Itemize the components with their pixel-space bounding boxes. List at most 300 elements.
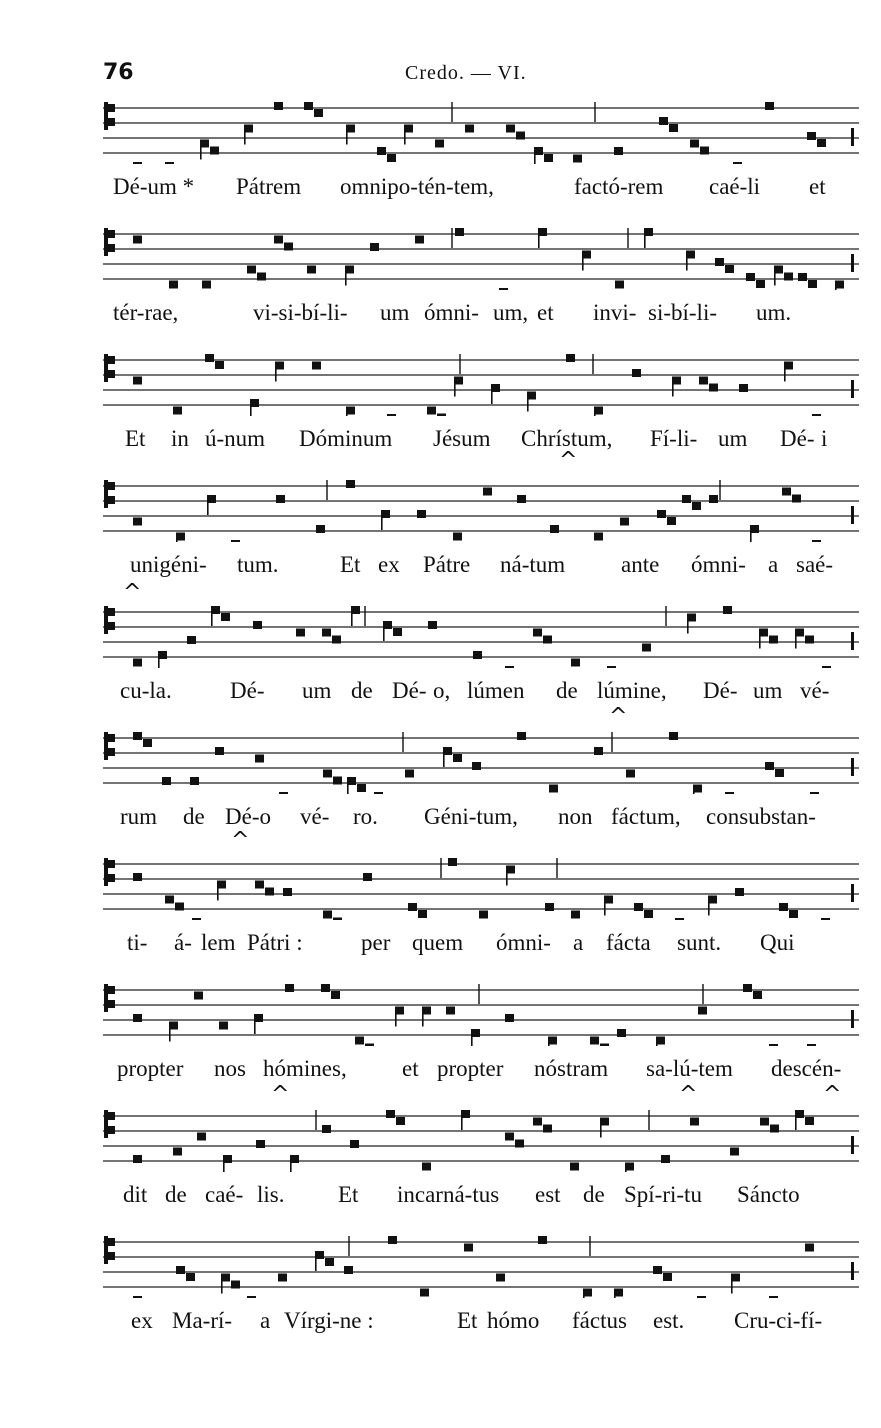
neume xyxy=(231,1281,240,1289)
neume-stem xyxy=(200,148,202,160)
lyric-word: ante xyxy=(621,552,660,577)
neume xyxy=(169,1022,178,1030)
lyric-line xyxy=(103,164,859,224)
neume xyxy=(250,399,259,407)
neume xyxy=(743,984,752,992)
neume xyxy=(506,125,515,133)
neume xyxy=(187,636,196,644)
lyric-word: et xyxy=(402,1056,419,1081)
staff xyxy=(103,982,859,1046)
neume xyxy=(538,1236,547,1244)
neume-stem xyxy=(604,904,606,916)
neume-staff xyxy=(103,1108,859,1172)
neume xyxy=(312,362,321,370)
neume xyxy=(807,132,816,140)
c-clef-icon xyxy=(104,1110,108,1138)
lyric-line xyxy=(103,920,859,980)
lyric-word: caé-li xyxy=(709,174,761,199)
lyric-word: Dé-o xyxy=(225,804,271,829)
neume xyxy=(133,377,142,385)
staff xyxy=(103,604,859,668)
lyric-line xyxy=(103,668,859,728)
lyric-word: sunt. xyxy=(677,930,722,955)
neume-stem xyxy=(217,889,219,901)
neume-stem xyxy=(254,1022,256,1034)
neume xyxy=(323,770,332,778)
neume-stem xyxy=(795,1118,797,1130)
lyric-word: lúmine, xyxy=(597,678,667,703)
neume-stem xyxy=(538,236,540,248)
neume xyxy=(396,1117,405,1125)
neume xyxy=(782,488,791,496)
lyric-word: de xyxy=(165,1182,187,1207)
neume xyxy=(158,651,167,659)
neume xyxy=(534,147,543,155)
neume xyxy=(795,1110,804,1118)
accent-caret-icon: ^ xyxy=(123,580,142,605)
neume xyxy=(283,888,292,896)
custos-icon xyxy=(851,1136,854,1154)
neume xyxy=(173,1148,182,1156)
staff xyxy=(103,856,859,920)
neume xyxy=(690,140,699,148)
custos-icon xyxy=(851,506,854,524)
neume xyxy=(473,651,482,659)
c-clef-icon xyxy=(104,354,108,382)
neume-stem xyxy=(404,133,406,145)
neume xyxy=(760,1118,769,1126)
neume xyxy=(217,881,226,889)
neume xyxy=(453,754,462,762)
neume xyxy=(346,407,355,415)
neume-stem xyxy=(158,659,160,668)
lyric-word: saé- xyxy=(796,552,834,577)
neume xyxy=(615,281,624,289)
chant-system xyxy=(103,352,859,476)
neume xyxy=(404,125,413,133)
neume xyxy=(276,495,285,503)
neume xyxy=(290,1155,299,1163)
neume xyxy=(175,903,184,911)
neume xyxy=(669,732,678,740)
neume-stem xyxy=(795,637,797,649)
c-clef-icon xyxy=(108,1238,115,1246)
lyric-word: ná-tum xyxy=(500,552,566,577)
c-clef-icon xyxy=(104,732,108,760)
staff xyxy=(103,730,859,794)
lyric-word: Fí-li- xyxy=(650,426,698,451)
lyric-word: ú-num xyxy=(205,426,266,451)
custos-icon xyxy=(851,128,854,146)
c-clef-icon xyxy=(108,496,115,504)
lyric-word: de xyxy=(556,678,578,703)
c-clef-icon xyxy=(104,858,108,886)
neume xyxy=(133,659,142,667)
lyric-word: ómni- xyxy=(691,552,746,577)
c-clef-icon xyxy=(108,118,115,126)
neume-stem xyxy=(351,614,353,626)
lyric-word: dit xyxy=(123,1182,148,1207)
lyric-word: cu-la. xyxy=(120,678,172,703)
neume xyxy=(247,266,256,274)
neume xyxy=(322,1125,331,1133)
neume xyxy=(644,910,653,918)
chant-system xyxy=(103,982,859,1106)
neume xyxy=(571,659,580,667)
neume xyxy=(321,984,330,992)
neume xyxy=(455,228,464,236)
neume xyxy=(346,480,355,488)
neume xyxy=(663,1273,672,1281)
neume xyxy=(210,147,219,155)
neume xyxy=(296,629,305,637)
page-number: 76 xyxy=(103,60,134,85)
neume xyxy=(255,755,264,763)
neume xyxy=(483,488,492,496)
neume-stem xyxy=(221,1282,223,1294)
lyric-word: tum. xyxy=(237,552,279,577)
lyric-word: Géni-tum, xyxy=(424,804,518,829)
neume-staff xyxy=(103,100,859,164)
neume xyxy=(363,873,372,881)
neume xyxy=(604,896,613,904)
neume xyxy=(543,1125,552,1133)
neume-staff xyxy=(103,226,859,290)
neume xyxy=(667,517,676,525)
lyric-word: Dé- xyxy=(780,426,815,451)
neume-stem xyxy=(774,274,776,286)
lyric-word: propter xyxy=(117,1056,184,1081)
neume xyxy=(347,777,356,785)
lyric-word: est xyxy=(535,1182,561,1207)
neume xyxy=(133,236,142,244)
neume xyxy=(453,533,462,541)
neume xyxy=(221,613,230,621)
neume xyxy=(133,873,142,881)
c-clef-icon xyxy=(108,748,115,756)
lyric-word: a xyxy=(573,930,584,955)
neume xyxy=(215,361,224,369)
lyric-word: Pátri : xyxy=(247,930,303,955)
neume xyxy=(207,495,216,503)
lyric-word: lúmen xyxy=(467,678,525,703)
lyric-word: Spí-ri-tu xyxy=(624,1182,702,1207)
neume-stem xyxy=(383,629,385,641)
neume-stem xyxy=(381,518,383,530)
neume-stem xyxy=(244,133,246,145)
neume xyxy=(454,377,463,385)
lyric-word: um xyxy=(753,678,783,703)
neume xyxy=(805,1244,814,1252)
neume xyxy=(505,1014,514,1022)
neume xyxy=(395,1007,404,1015)
staff xyxy=(103,100,859,164)
lyric-word: sa-lú-tem xyxy=(646,1056,733,1081)
accent-caret-icon: ^ xyxy=(609,704,628,729)
staff xyxy=(103,478,859,542)
neume xyxy=(471,1029,480,1037)
lyric-word: hómines, xyxy=(263,1056,347,1081)
lyric-word: um, xyxy=(493,300,529,325)
lyric-word: Pátre xyxy=(423,552,471,577)
neume xyxy=(388,1236,397,1244)
neume-stem xyxy=(784,370,786,382)
neume xyxy=(543,636,552,644)
neume xyxy=(223,1155,232,1163)
neume-stem xyxy=(223,1163,225,1172)
c-clef-icon xyxy=(108,860,115,868)
neume xyxy=(435,140,444,148)
neume xyxy=(730,1148,739,1156)
lyric-line xyxy=(103,1172,859,1232)
lyric-word: Dé- xyxy=(703,678,738,703)
c-clef-icon xyxy=(108,356,115,364)
neume xyxy=(133,732,142,740)
lyric-word: fáctum, xyxy=(611,804,681,829)
neume xyxy=(315,1251,324,1259)
neume xyxy=(765,102,774,110)
neume xyxy=(590,1037,599,1045)
neume xyxy=(731,1274,740,1282)
lyric-word: de xyxy=(351,678,373,703)
neume xyxy=(278,1274,287,1282)
neume-stem xyxy=(454,385,456,397)
neume xyxy=(698,1007,707,1015)
accent-caret-icon: ^ xyxy=(679,1082,698,1107)
neume xyxy=(393,628,402,636)
neume xyxy=(784,362,793,370)
neume xyxy=(709,495,718,503)
neume xyxy=(357,784,366,792)
lyric-word: lem xyxy=(201,930,236,955)
lyric-word: Dé- xyxy=(230,678,265,703)
custos-icon xyxy=(851,758,854,776)
neume-stem xyxy=(687,622,689,634)
c-clef-icon xyxy=(108,734,115,742)
lyric-word: um. xyxy=(756,300,792,325)
lyric-word: Vírgi-ne : xyxy=(284,1308,374,1333)
neume xyxy=(686,251,695,259)
neume xyxy=(386,1110,395,1118)
neume xyxy=(632,369,641,377)
custos-icon xyxy=(851,884,854,902)
lyric-word: ti- xyxy=(127,930,148,955)
neume xyxy=(617,1029,626,1037)
neume xyxy=(690,1118,699,1126)
neume xyxy=(254,1014,263,1022)
neume xyxy=(594,533,603,541)
neume xyxy=(614,147,623,155)
neume xyxy=(133,1014,142,1022)
neume xyxy=(133,1155,142,1163)
lyric-word: vé- xyxy=(300,804,330,829)
neume xyxy=(548,1037,557,1045)
lyric-line xyxy=(103,542,859,605)
lyric-word: ex xyxy=(131,1308,153,1333)
lyric-word: omnipo-tén-tem, xyxy=(340,174,494,199)
neume xyxy=(418,910,427,918)
neume xyxy=(464,1244,473,1252)
lyric-word: quem xyxy=(412,930,464,955)
neume xyxy=(583,1289,592,1297)
neume xyxy=(176,533,185,541)
neume-stem xyxy=(600,1126,602,1138)
accent-caret-icon: ^ xyxy=(271,1082,290,1107)
custos-icon xyxy=(851,380,854,398)
c-clef-icon xyxy=(108,230,115,238)
neume xyxy=(255,881,264,889)
lyric-word: Et xyxy=(457,1308,478,1333)
neume xyxy=(505,1133,514,1141)
neume xyxy=(808,280,817,288)
neume xyxy=(769,636,778,644)
chant-system xyxy=(103,478,859,605)
neume xyxy=(383,621,392,629)
neume xyxy=(162,777,171,785)
lyric-word: o, xyxy=(433,678,451,703)
lyric-word: tér-rae, xyxy=(113,300,179,325)
custos-icon xyxy=(851,632,854,650)
neume xyxy=(699,377,708,385)
lyric-word: si-bí-li- xyxy=(648,300,717,325)
lyric-word: et xyxy=(537,300,554,325)
c-clef-icon xyxy=(108,1126,115,1134)
neume xyxy=(634,903,643,911)
neume xyxy=(322,629,331,637)
lyric-word: Jésum xyxy=(433,426,491,451)
neume xyxy=(693,785,702,793)
neume-stem xyxy=(708,904,710,916)
c-clef-icon xyxy=(104,102,108,130)
neume xyxy=(817,139,826,147)
neume xyxy=(795,629,804,637)
lyric-word: vé- xyxy=(800,678,830,703)
neume xyxy=(427,407,436,415)
lyric-word: de xyxy=(583,1182,605,1207)
lyric-word: factó-rem xyxy=(574,174,664,199)
neume xyxy=(257,273,266,281)
neume-stem xyxy=(644,236,646,248)
lyric-word: Et xyxy=(340,552,361,577)
lyric-word: fácta xyxy=(606,930,651,955)
neume-stem xyxy=(443,755,445,767)
neume-stem xyxy=(395,1015,397,1027)
neume xyxy=(687,614,696,622)
c-clef-icon xyxy=(108,1112,115,1120)
neume xyxy=(653,1266,662,1274)
neume-staff xyxy=(103,352,859,416)
neume xyxy=(443,747,452,755)
neume xyxy=(408,903,417,911)
lyric-word: non xyxy=(558,804,593,829)
lyric-word: Qui xyxy=(760,930,795,955)
neume xyxy=(496,1274,505,1282)
neume xyxy=(533,629,542,637)
accent-caret-icon: ^ xyxy=(559,448,578,473)
neume-stem xyxy=(672,385,674,397)
c-clef-icon xyxy=(108,986,115,994)
neume xyxy=(256,1140,265,1148)
neume xyxy=(355,1037,364,1045)
lyric-word: Dé- xyxy=(392,678,427,703)
neume xyxy=(756,280,765,288)
neume xyxy=(221,1274,230,1282)
neume xyxy=(708,896,717,904)
lyric-word: nóstram xyxy=(534,1056,609,1081)
neume xyxy=(517,732,526,740)
neume xyxy=(274,102,283,110)
neume xyxy=(219,1022,228,1030)
neume xyxy=(377,147,386,155)
neume xyxy=(614,1289,623,1297)
lyric-word: nos xyxy=(214,1056,246,1081)
lyric-word: vi-si-bí-li- xyxy=(253,300,348,325)
neume-stem xyxy=(506,874,508,886)
neume xyxy=(625,1163,634,1171)
lyric-word: Pátrem xyxy=(236,174,302,199)
c-clef-icon xyxy=(108,874,115,882)
lyric-word: Dóminum xyxy=(299,426,393,451)
neume-staff xyxy=(103,856,859,920)
lyric-line xyxy=(103,794,859,854)
neume xyxy=(661,1155,670,1163)
neume-staff xyxy=(103,730,859,794)
neume-stem xyxy=(347,785,349,794)
neume xyxy=(725,265,734,273)
neume xyxy=(566,354,575,362)
lyric-word: ómni- xyxy=(496,930,551,955)
neume xyxy=(784,273,793,281)
neume xyxy=(506,866,515,874)
neume xyxy=(285,984,294,992)
neume xyxy=(176,1266,185,1274)
neume-stem xyxy=(315,1259,317,1271)
neume xyxy=(735,888,744,896)
neume xyxy=(173,407,182,415)
neume xyxy=(190,777,199,785)
neume xyxy=(202,281,211,289)
lyric-word: ómni- xyxy=(424,300,479,325)
neume-stem xyxy=(250,407,252,416)
neume xyxy=(582,251,591,259)
neume xyxy=(775,769,784,777)
neume xyxy=(165,896,174,904)
neume xyxy=(533,1118,542,1126)
neume xyxy=(422,1163,431,1171)
neume xyxy=(792,495,801,503)
neume xyxy=(746,273,755,281)
neume xyxy=(626,770,635,778)
neume xyxy=(332,636,341,644)
neume xyxy=(304,102,313,110)
neume xyxy=(527,392,536,400)
chant-system xyxy=(103,1108,859,1232)
neume xyxy=(461,1110,470,1118)
neume-stem xyxy=(534,155,536,164)
lyric-word: fáctus xyxy=(572,1308,627,1333)
lyric-word: Chrístum, xyxy=(521,426,613,451)
neume xyxy=(316,525,325,533)
neume xyxy=(333,777,342,785)
staff xyxy=(103,226,859,290)
neume xyxy=(789,910,798,918)
neume xyxy=(448,858,457,866)
neume xyxy=(415,236,424,244)
neume-stem xyxy=(759,637,761,649)
neume-stem xyxy=(169,1030,171,1042)
neume xyxy=(325,1258,334,1266)
neume-stem xyxy=(582,259,584,271)
